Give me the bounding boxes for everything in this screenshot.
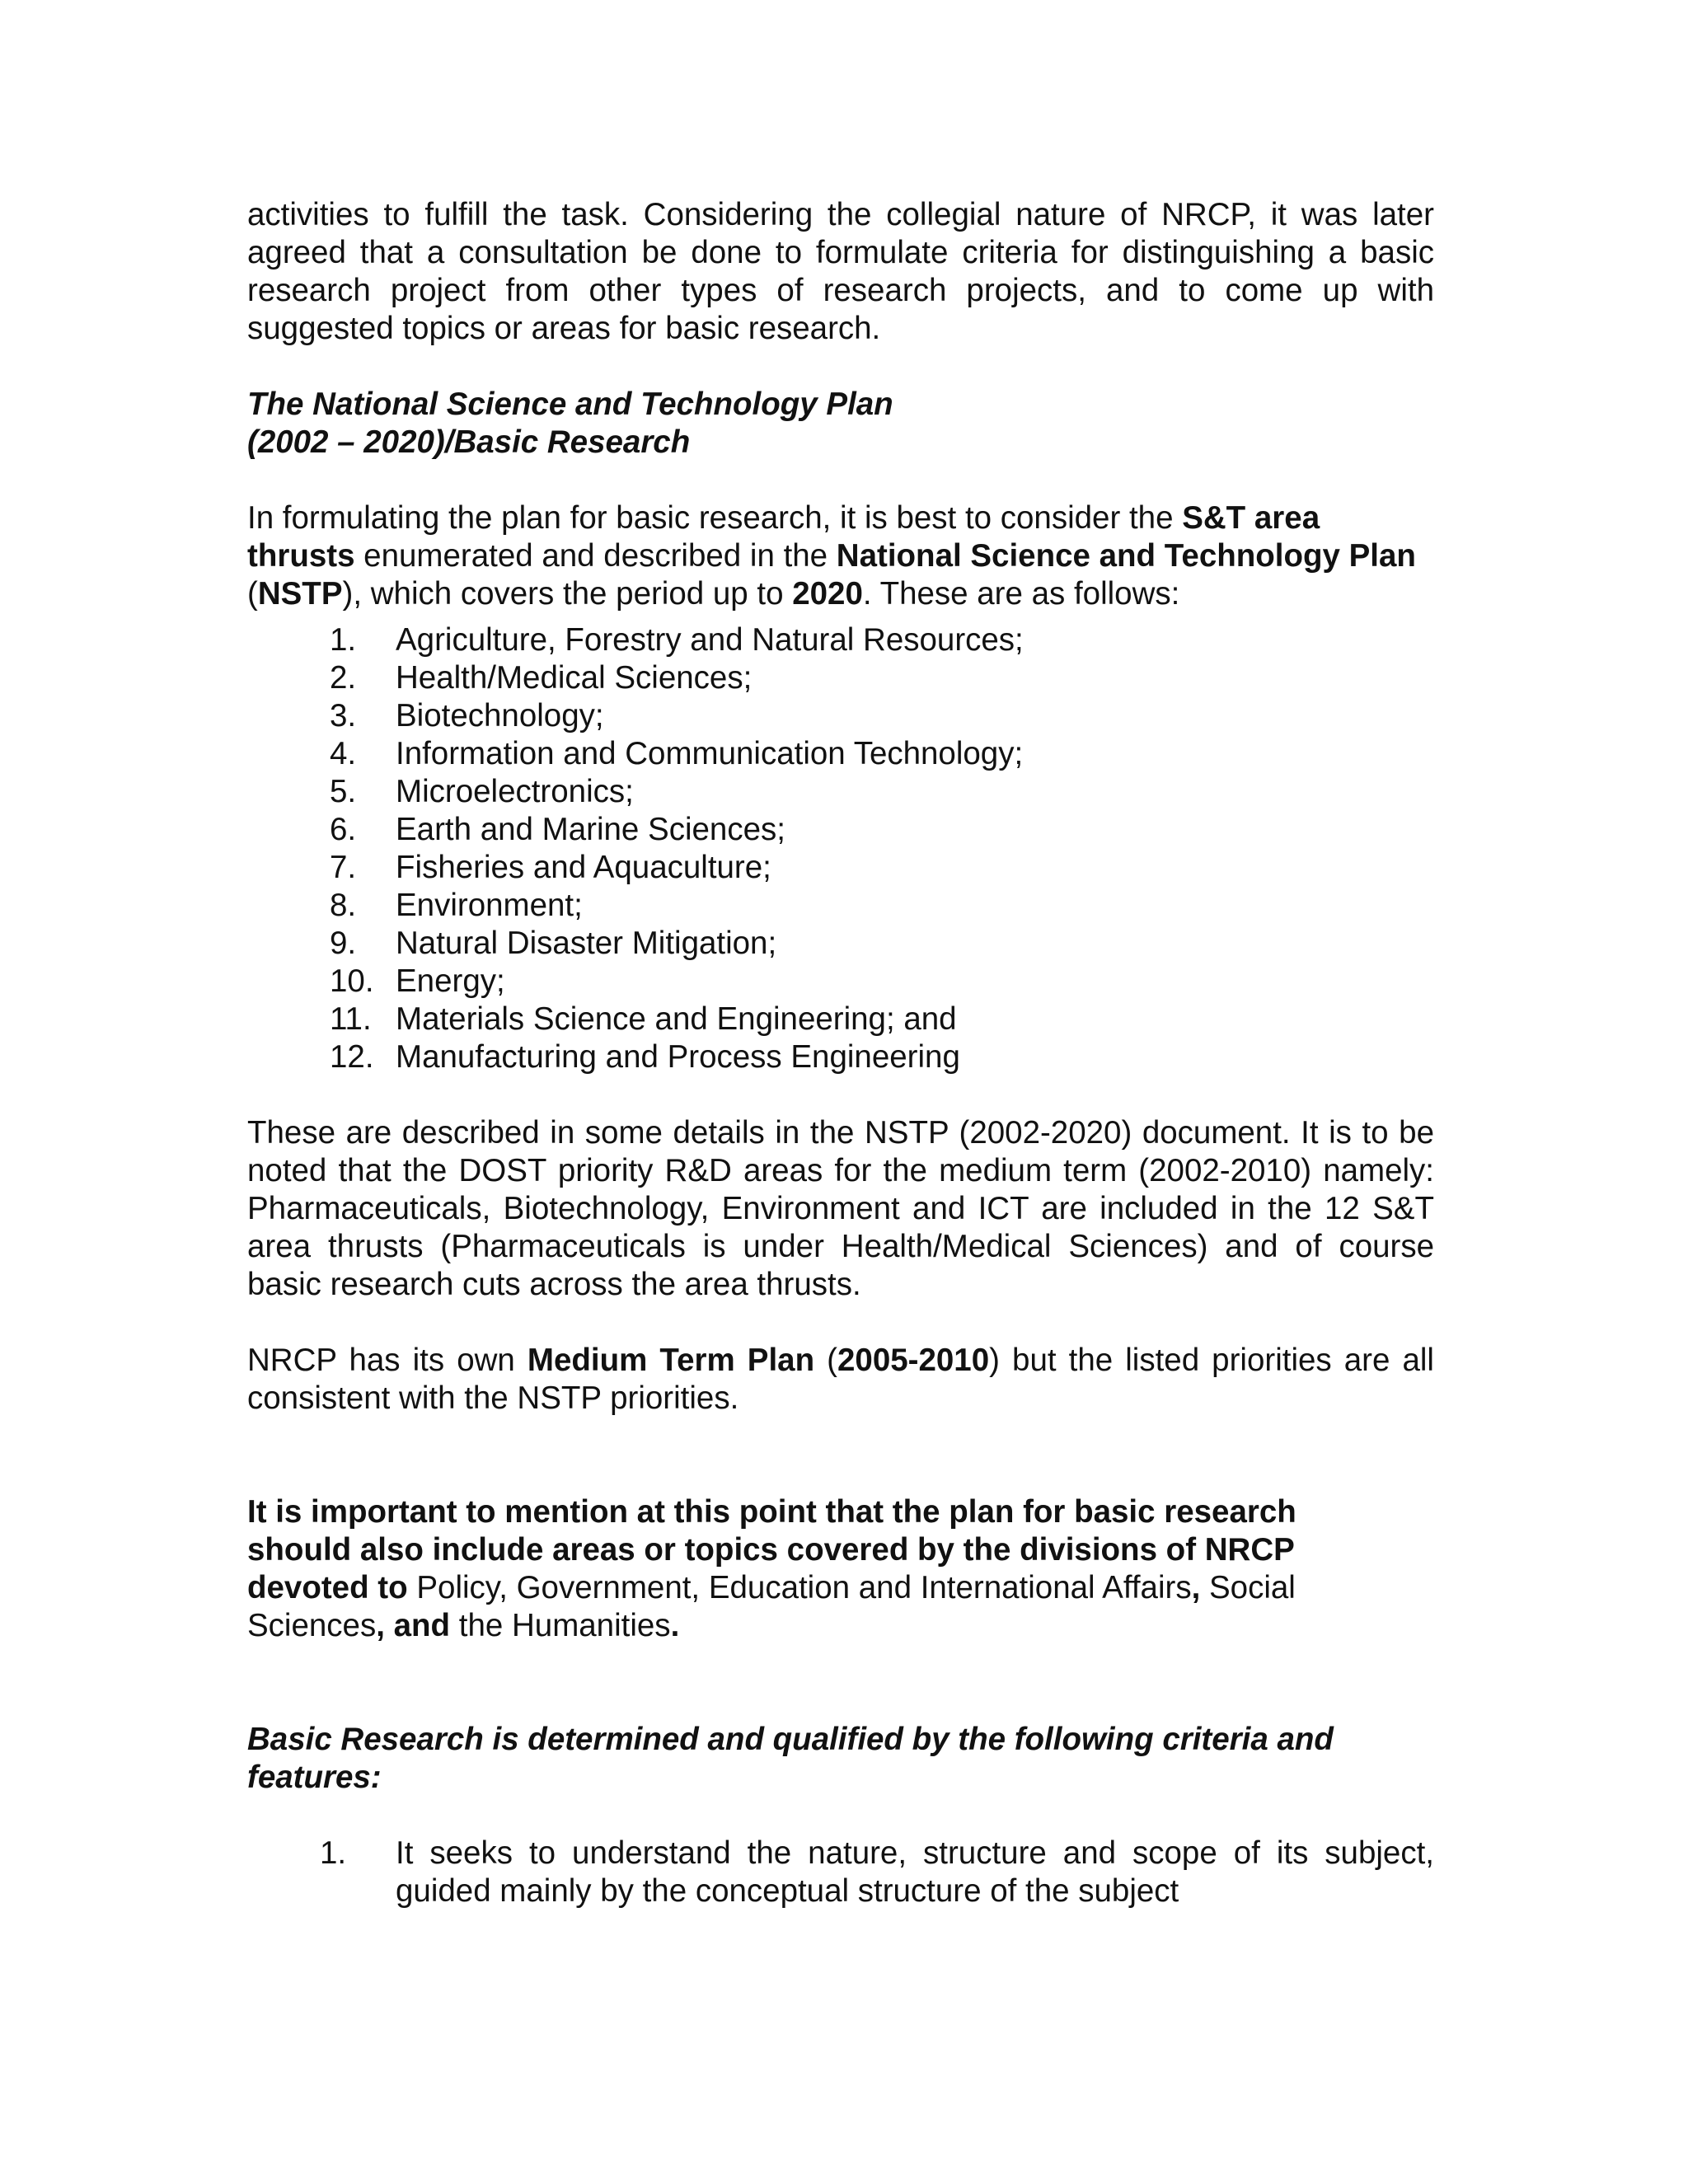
important-bold-3: , and [376, 1608, 451, 1643]
important-bold-4: . [670, 1608, 680, 1643]
list-item-number: 6. [330, 812, 357, 847]
list-item [247, 887, 1434, 925]
list-item-number: 2. [330, 660, 357, 696]
list-item-label: Environment; [396, 888, 583, 923]
important-paragraph [247, 1493, 1352, 1645]
list-item-number: 4. [330, 736, 357, 771]
formulating-bold-nstp: NSTP [257, 576, 343, 612]
list-item-label: Fisheries and Aquaculture; [396, 850, 771, 885]
list-item-label: Health/Medical Sciences; [396, 660, 753, 696]
list-item-text: It seeks to understand the nature, structure and scope of its subject, guided mainly by the conceptual structure of the subject [396, 1835, 1434, 1909]
medium-term-text-1: NRCP has its own [247, 1343, 528, 1378]
list-item [247, 773, 1434, 811]
list-item-label: Manufacturing and Process Engineering [396, 1039, 960, 1075]
list-item [247, 849, 1434, 887]
list-item-label: Microelectronics; [396, 774, 634, 809]
nstp-heading-line2: (2002 – 2020)/Basic Research [247, 424, 691, 460]
list-item-number: 1. [320, 1835, 347, 1871]
list-item [247, 621, 1434, 659]
list-item-number: 11. [330, 1001, 372, 1037]
formulating-text-5: . These are as follows: [862, 576, 1180, 612]
list-item-number: 10. [330, 963, 374, 999]
list-item-label: Earth and Marine Sciences; [396, 812, 785, 847]
list-item-number: 12. [330, 1039, 374, 1075]
list-item-label: Information and Communication Technology; [396, 736, 1024, 771]
list-item [247, 1835, 1434, 1910]
thrust-list [247, 621, 1434, 1076]
list-item [247, 735, 1434, 773]
criteria-list [247, 1835, 1434, 1910]
important-text-1: Policy, Government, Education and International Affairs [407, 1570, 1192, 1605]
medium-term-text-3: ) but the listed priorities are all consistent with the NSTP priorities. [247, 1343, 1434, 1416]
formulating-text-3: ( [247, 576, 258, 612]
formulating-paragraph [247, 499, 1434, 613]
medium-term-bold-years: 2005-2010 [837, 1343, 990, 1378]
list-item [247, 697, 1434, 735]
important-text-2: Social Sciences [247, 1570, 1296, 1643]
nstp-heading-line1: The National Science and Technology Plan [247, 387, 893, 422]
list-item [247, 659, 1434, 697]
list-item [247, 1001, 1434, 1038]
list-item-label: Natural Disaster Mitigation; [396, 926, 777, 961]
described-paragraph: These are described in some details in the NSTP (2002-2020) document. It is to be noted that the DOST priority R&D areas for the medium term (2002-2010) namely: Pharmaceuticals, Biotechnology, Environment and ICT are included in the 12 S&T area thrusts (Pharmaceuticals is under Health/Medical Sciences) and of course basic research cuts across the area thrusts. [247, 1115, 1434, 1302]
formulating-text-2: enumerated and described in the [354, 538, 837, 574]
medium-term-text-2: ( [814, 1343, 838, 1378]
list-item-number: 7. [330, 850, 357, 885]
list-item-number: 1. [330, 622, 357, 658]
formulating-text-1: In formulating the plan for basic research, it is best to consider the [247, 500, 1183, 536]
list-item-number: 8. [330, 888, 357, 923]
nstp-section-heading [247, 386, 1434, 462]
list-item [247, 811, 1434, 849]
list-item-label: Agriculture, Forestry and Natural Resources; [396, 622, 1024, 658]
list-item-number: 3. [330, 698, 357, 733]
formulating-bold-nstp-full: National Science and Technology Plan [836, 538, 1416, 574]
formulating-text-4: ), which covers the period up to [342, 576, 793, 612]
formulating-bold-thrusts: S&T area thrusts [247, 500, 1320, 574]
list-item [247, 1038, 1434, 1076]
important-bold-2: , [1191, 1570, 1201, 1605]
medium-term-paragraph [247, 1342, 1434, 1418]
intro-paragraph: activities to fulfill the task. Considering the collegial nature of NRCP, it was later agreed that a consultation be done to formulate criteria for distinguishing a basic research project from other types of research projects, and to come up with suggested topics or areas for basic research. [247, 197, 1434, 346]
important-bold-1: It is important to mention at this point that the plan for basic research should also include areas or topics covered by the divisions of NRCP devoted to [247, 1494, 1296, 1605]
list-item-label: Materials Science and Engineering; and [396, 1001, 957, 1037]
important-text-3: the Humanities [450, 1608, 671, 1643]
list-item-label: Biotechnology; [396, 698, 604, 733]
medium-term-bold-plan: Medium Term Plan [527, 1343, 815, 1378]
list-item-number: 5. [330, 774, 357, 809]
list-item-label: Energy; [396, 963, 505, 999]
criteria-section-heading: Basic Research is determined and qualified by the following criteria and features: [247, 1722, 1334, 1795]
document-page [247, 196, 1434, 1910]
list-item-number: 9. [330, 926, 357, 961]
list-item [247, 963, 1434, 1001]
formulating-bold-year: 2020 [792, 576, 863, 612]
list-item [247, 925, 1434, 963]
